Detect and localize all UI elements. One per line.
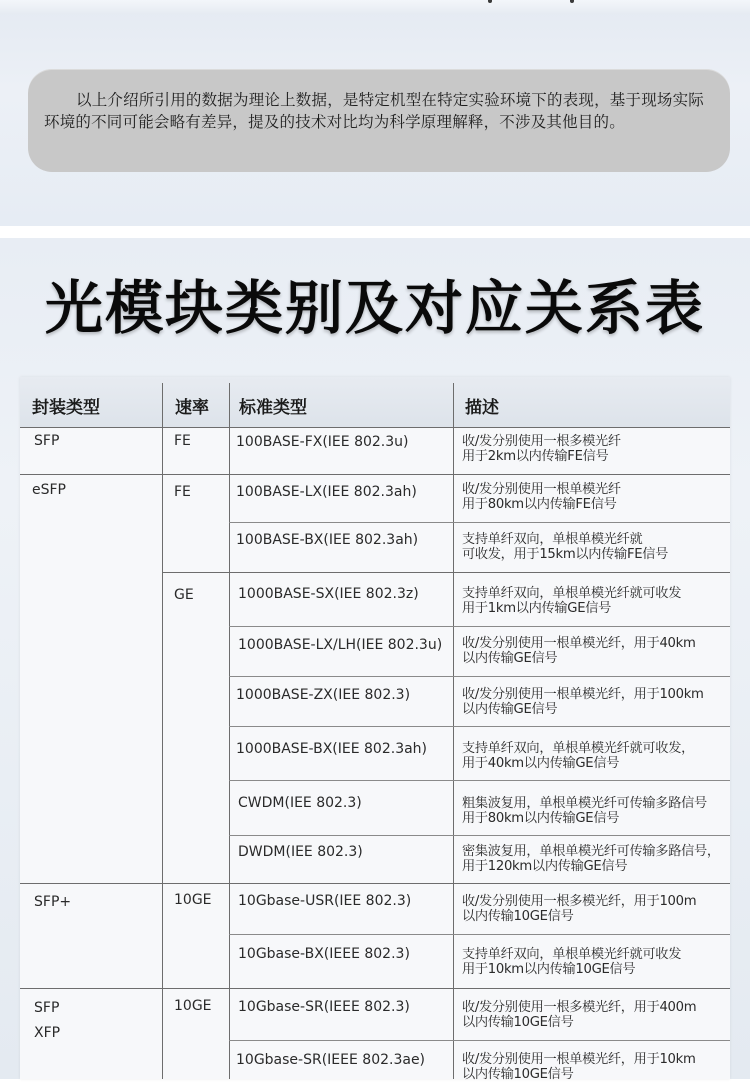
standard-cell: CWDM(IEE 802.3) <box>238 795 362 811</box>
standard-cell: 1000BASE-BX(IEE 802.3ah) <box>236 741 428 757</box>
module-table <box>20 377 730 1082</box>
standard-cell: 1000BASE-SX(IEE 802.3z) <box>238 586 419 602</box>
page-title: 光模块类别及对应关系表 <box>44 274 705 342</box>
header-package: 封装类型 <box>32 398 100 418</box>
description-cell: 收/发分别使用一根单模光纤，用于40km 以内传输GE信号 <box>462 636 696 666</box>
top-strip <box>0 0 750 14</box>
col-divider-1 <box>162 383 163 1079</box>
row-line-11 <box>20 988 730 989</box>
decorative-dots <box>488 0 578 3</box>
disclaimer-box <box>28 69 730 172</box>
row-line-10 <box>229 934 730 935</box>
col-divider-3 <box>453 383 454 1079</box>
package-xfp: XFP <box>34 1025 61 1041</box>
rate-fe-2: FE <box>174 484 191 500</box>
standard-cell: DWDM(IEE 802.3) <box>238 844 363 860</box>
description-cell: 支持单纤双向，单根单模光纤就可收发， 用于40km以内传输GE信号 <box>462 741 694 771</box>
description-cell: 支持单纤双向，单根单模光纤就可收发 用于1km以内传输GE信号 <box>462 586 682 616</box>
description-cell: 密集波复用，单根单模光纤可传输多路信号， 用于120km以内传输GE信号 <box>462 844 720 874</box>
row-line-8 <box>229 835 730 836</box>
section-gap <box>0 226 750 238</box>
standard-cell: 100BASE-FX(IEE 802.3u) <box>236 434 409 450</box>
package-esfp: eSFP <box>32 482 66 498</box>
rate-10ge-1: 10GE <box>174 892 212 908</box>
row-line-3 <box>162 572 730 573</box>
standard-cell: 100BASE-BX(IEE 802.3ah) <box>236 532 419 548</box>
standard-cell: 100BASE-LX(IEE 802.3ah) <box>236 484 417 500</box>
standard-cell: 1000BASE-ZX(IEE 802.3) <box>236 687 411 703</box>
col-divider-2 <box>229 383 230 1079</box>
description-cell: 支持单纤双向，单根单模光纤就 可收发，用于15km以内传输FE信号 <box>462 532 669 562</box>
row-line-7 <box>229 780 730 781</box>
top-section <box>0 0 750 226</box>
row-line-6 <box>229 726 730 727</box>
rate-ge: GE <box>174 587 194 603</box>
description-cell: 支持单纤双向，单根单模光纤就可收发 用于10km以内传输10GE信号 <box>462 947 682 977</box>
rate-10ge-2: 10GE <box>174 998 212 1014</box>
description-cell: 粗集波复用，单根单模光纤可传输多路信号 用于80km以内传输GE信号 <box>462 796 707 826</box>
description-cell: 收/发分别使用一根单模光纤，用于100km 以内传输GE信号 <box>462 687 704 717</box>
rate-fe-1: FE <box>174 433 191 449</box>
description-cell: 收/发分别使用一根单模光纤，用于10km 以内传输10GE信号 <box>462 1052 696 1082</box>
description-cell: 收/发分别使用一根单模光纤 用于80km以内传输FE信号 <box>462 482 621 512</box>
table-header <box>20 377 730 427</box>
package-sfp: SFP <box>34 433 60 449</box>
row-line-header <box>20 427 730 428</box>
row-line-9 <box>20 883 730 884</box>
main-section <box>0 238 750 1082</box>
row-line-4 <box>229 626 730 627</box>
standard-cell: 10Gbase-SR(IEEE 802.3ae) <box>236 1052 426 1068</box>
disclaimer-text: 以上介绍所引用的数据为理论上数据，是特定机型在特定实验环境下的表现，基于现场实际环境的不同可能会略有差异，提及的技术对比均为科学原理解释，不涉及其他目的。 <box>44 91 705 131</box>
row-line-2 <box>229 522 730 523</box>
description-cell: 收/发分别使用一根多模光纤，用于100m 以内传输10GE信号 <box>462 894 697 924</box>
standard-cell: 10Gbase-USR(IEE 802.3) <box>238 893 412 909</box>
row-line-12 <box>229 1040 730 1041</box>
row-line-5 <box>229 676 730 677</box>
row-line-1 <box>20 474 730 475</box>
header-standard: 标准类型 <box>239 398 307 418</box>
standard-cell: 10Gbase-BX(IEEE 802.3) <box>238 946 410 962</box>
header-description: 描述 <box>465 398 499 418</box>
description-cell: 收/发分别使用一根多模光纤 用于2km以内传输FE信号 <box>462 434 621 464</box>
package-sfp-plus: SFP+ <box>34 894 72 910</box>
package-sfp-2: SFP <box>34 1000 60 1016</box>
standard-cell: 1000BASE-LX/LH(IEE 802.3u) <box>238 637 443 653</box>
header-rate: 速率 <box>175 398 209 418</box>
description-cell: 收/发分别使用一根多模光纤，用于400m 以内传输10GE信号 <box>462 1000 697 1030</box>
standard-cell: 10Gbase-SR(IEEE 802.3) <box>238 999 410 1015</box>
